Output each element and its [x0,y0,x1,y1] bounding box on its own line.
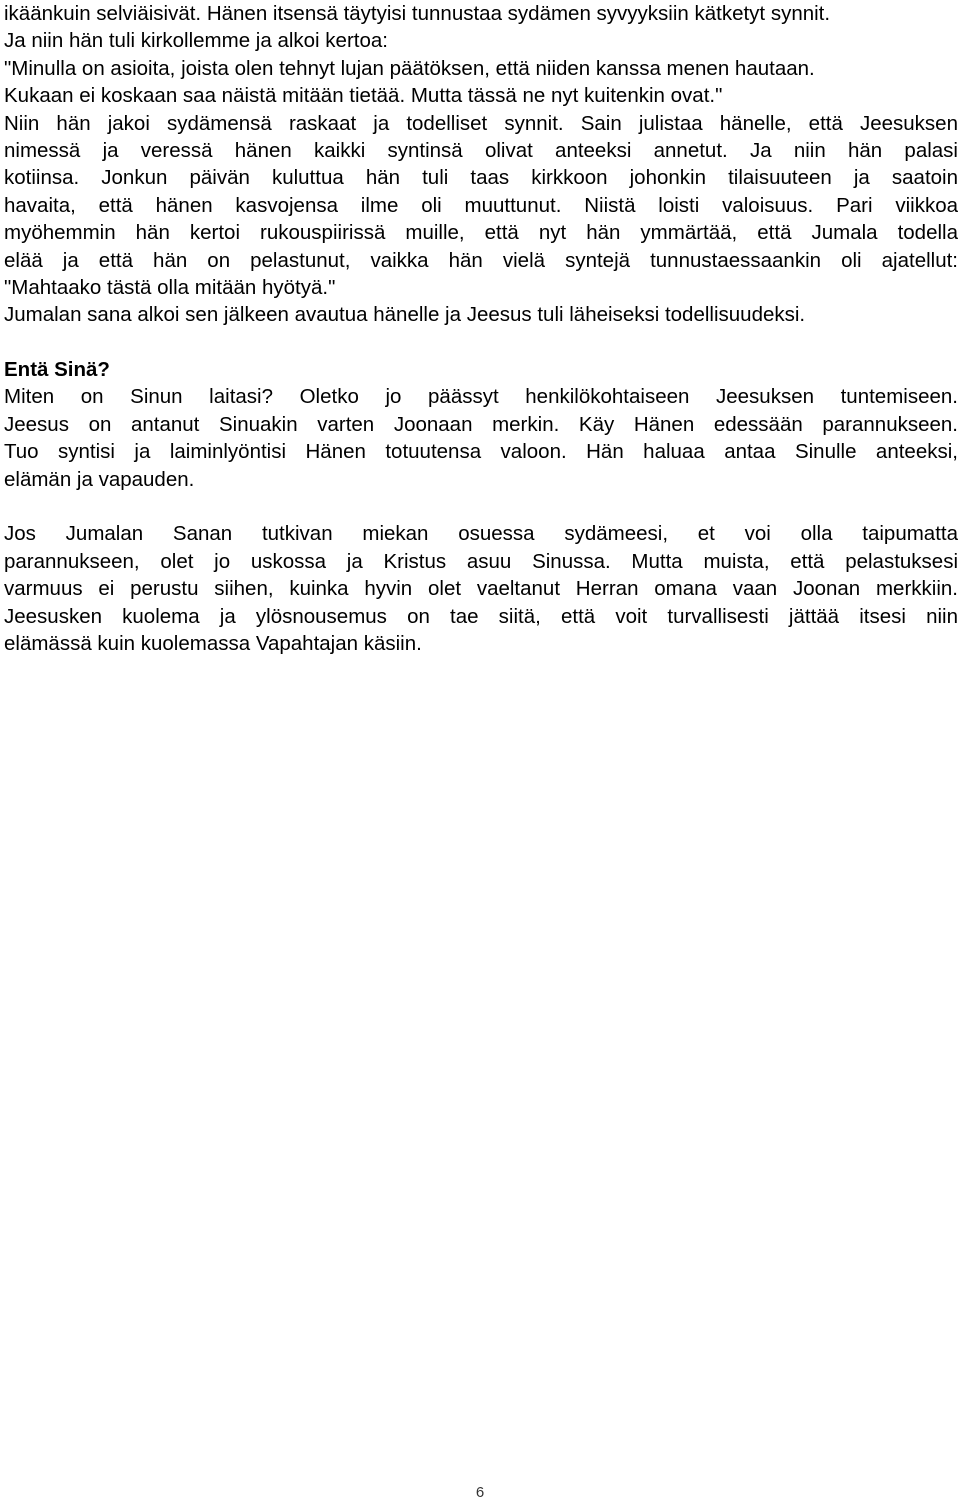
text-line: parannukseen, olet jo uskossa ja Kristus asuu Sinussa. Mutta muista, että pelastuksesi [4,549,958,573]
text-line: Niin hän jakoi sydämensä raskaat ja todelliset synnit. Sain julistaa hänelle, että Jeesuksen [4,111,958,135]
paragraph-spacer [4,329,958,356]
text-line: elää ja että hän on pelastunut, vaikka hän vielä syntejä tunnustaessaankin oli ajatellut: [4,248,958,272]
text-line: Ja niin hän tuli kirkollemme ja alkoi kertoa: [4,29,388,53]
text-line: Miten on Sinun laitasi? Oletko jo päässyt henkilökohtaiseen Jeesuksen tuntemiseen. [4,385,958,409]
text-line: havaita, että hänen kasvojensa ilme oli muuttunut. Niistä loisti valoisuus. Pari viikkoa [4,193,958,217]
text-line: varmuus ei perustu siihen, kuinka hyvin olet vaeltanut Herran omana vaan Joonan merkkiin. [4,577,958,601]
paragraph-assurance [4,520,958,657]
text-line: elämän ja vapauden. [4,467,195,491]
text-line: Kukaan ei koskaan saa näistä mitään tietää. Mutta tässä ne nyt kuitenkin ovat." [4,84,723,108]
section-heading: Entä Sinä? [4,358,110,382]
text-line: Jeesus on antanut Sinuakin varten Joonaan merkin. Käy Hänen edessään parannukseen. [4,412,958,436]
page-number: 6 [475,1484,485,1501]
text-line: kotiinsa. Jonkun päivän kuluttua hän tuli taas kirkkoon johonkin tilaisuuteen ja saatoin [4,166,958,190]
paragraph-spacer [4,493,958,520]
text-line: "Mahtaako tästä olla mitään hyötyä." [4,275,336,299]
text-line: ikäänkuin selviäisivät. Hänen itsensä täytyisi tunnustaa sydämen syvyyksiin kätketyt synnit. [4,2,831,25]
text-line: myöhemmin hän kertoi rukouspiirissä muille, että nyt hän ymmärtää, että Jumala todella [4,221,958,245]
text-line: Tuo syntisi ja laiminlyöntisi Hänen totuutensa valoon. Hän haluaa antaa Sinulle anteeksi, [4,440,958,464]
text-line: Jeesusken kuolema ja ylösnousemus on tae siitä, että voit turvallisesti jättää itsesi niin [4,604,958,628]
text-line: elämässä kuin kuolemassa Vapahtajan käsiin. [4,631,422,655]
text-line: Jos Jumalan Sanan tutkivan miekan osuessa sydämeesi, et voi olla taipumatta [4,522,958,546]
paragraph-appeal [4,383,958,493]
document-page [4,0,958,657]
text-line: nimessä ja veressä hänen kaikki syntinsä olivat anteeksi annetut. Ja niin hän palasi [4,138,958,162]
text-line: Jumalan sana alkoi sen jälkeen avautua hänelle ja Jeesus tuli läheiseksi todellisuudeksi. [4,303,806,327]
paragraph-story [4,0,958,329]
text-line: "Minulla on asioita, joista olen tehnyt lujan päätöksen, että niiden kanssa menen hautaan. [4,56,815,80]
